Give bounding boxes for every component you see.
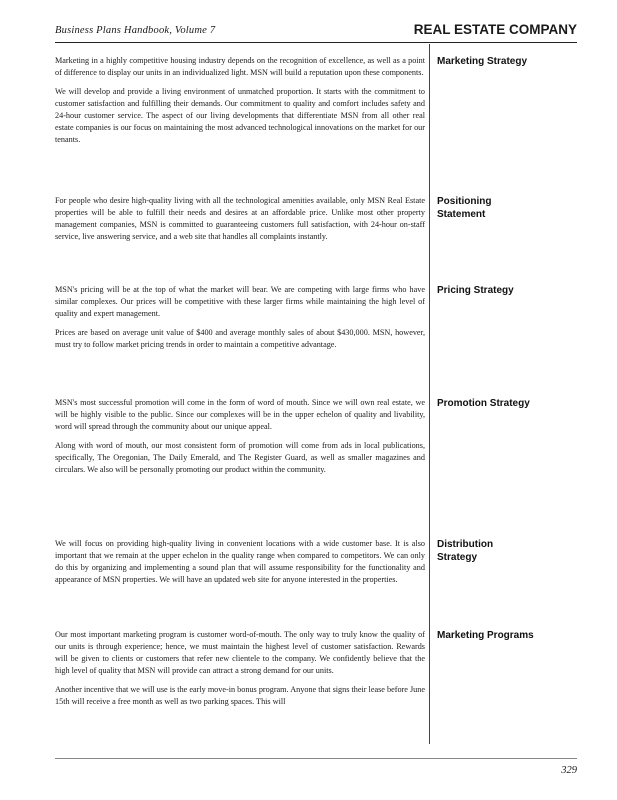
paragraph: Prices are based on average unit value of $400 and average monthly sales of about $430,000. MSN, however, must try to follow market pricing trends in order to maintain a competitive advantage. bbox=[55, 327, 425, 349]
section-heading: Pricing Strategy bbox=[437, 285, 514, 296]
book-title: Business Plans Handbook, Volume 7 bbox=[55, 25, 216, 36]
section-body bbox=[55, 629, 425, 715]
column-divider bbox=[429, 44, 430, 744]
paragraph: We will develop and provide a living environment of unmatched proportion. It starts with the commitment to customer satisfaction and fulfilling their demands. Our commitment to quality and comfort includes safety and 24-hour customer service. The aspect of our living developments that differentiate MSN from all other real estate companies is our focus on maintaining the most advanced technological innovations on the market for our tenants. bbox=[55, 86, 425, 144]
section-heading: Marketing Strategy bbox=[437, 56, 528, 67]
section-heading: Positioning Statement bbox=[437, 196, 492, 220]
company-title: REAL ESTATE COMPANY bbox=[413, 22, 577, 37]
section-heading: Promotion Strategy bbox=[437, 398, 530, 409]
page-number: 329 bbox=[561, 765, 577, 776]
paragraph: Along with word of mouth, our most consistent form of promotion will come from ads in local publications, specifically, The Oregonian, The Daily Emerald, and The Register Guard, as well as smaller magazines and circulars. We also will be personally promoting our product within the community. bbox=[55, 440, 425, 474]
running-header bbox=[55, 22, 577, 42]
paragraph: Marketing in a highly competitive housing industry depends on the recognition of excellence, as well as a point of difference to display our units in an individualized light. MSN will build a reputation upon these components. bbox=[55, 56, 425, 77]
header-rule bbox=[55, 42, 577, 43]
section-body bbox=[55, 195, 425, 250]
section-body bbox=[55, 538, 425, 593]
section-body bbox=[55, 397, 425, 483]
paragraph: Our most important marketing program is customer word-of-mouth. The only way to truly know the quality of our units is through experience; hence, we must maintain the highest level of customer satisfaction. Rewards will be given to clients or customers that refer new clientele to the company. We confidently believe that the high level of quality that MSN will provide can attract a strong demand for our units. bbox=[55, 630, 425, 675]
section-heading: Marketing Programs bbox=[437, 630, 534, 641]
paragraph: MSN's most successful promotion will come in the form of word of mouth. Since we will own real estate, we will be highly visible to the public. Since our complexes will be in the upper echelon of quality and livability, word will spread through the community about our unique appeal. bbox=[55, 398, 425, 431]
section-body bbox=[55, 284, 425, 358]
paragraph: We will focus on providing high-quality living in convenient locations with a wide customer base. It is also important that we remain at the upper echelon in the quality range when compared to competitors. We can only do this by organizing and implementing a sound plan that will assume responsibility for the functionality and appearance of MSN properties. We will have an updated web site for anyone interested in the properties. bbox=[55, 539, 425, 584]
paragraph: For people who desire high-quality living with all the technological amenities available, only MSN Real Estate properties will be able to fulfill their needs and desires at an affordable price. Unlike most other property management companies, MSN is committed to guaranteeing customers full satisfaction, with 24-hour on-staff service, live answering service, and a web site that handles all complaints instantly. bbox=[55, 196, 425, 241]
section-body bbox=[55, 55, 425, 153]
footer-rule bbox=[55, 758, 577, 759]
paragraph: Another incentive that we will use is the early move-in bonus program. Anyone that signs their lease before June 15th will receive a free month as well as two parking spaces. This will bbox=[55, 684, 425, 706]
section-heading: Distribution Strategy bbox=[437, 539, 494, 563]
paragraph: MSN's pricing will be at the top of what the market will bear. We are competing with large firms who have similar complexes. Our prices will be competitive with these larger firms while maintaining the high level of quality and expert management. bbox=[55, 285, 425, 318]
